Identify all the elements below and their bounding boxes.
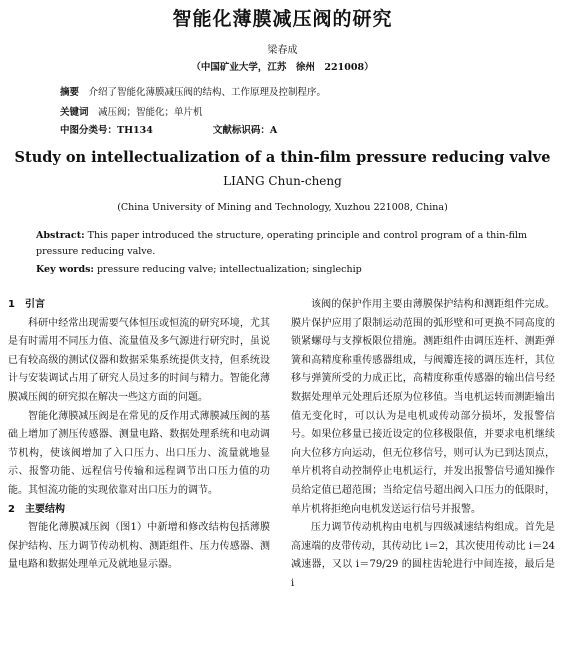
class-value: TH134 (117, 125, 153, 136)
english-author: LIANG Chun-cheng (223, 174, 342, 188)
section-1-paragraph-2: 智能化薄膜减压阀是在常见的反作用式薄膜减压阀的基础上增加了测压传感器、测量电路、数据处理系统和电动调节机构，使该阀增加了入口压力、出口压力、流量就地显示、报警功能、远程信号传输和远程调节出口压力值的功能。其恒流功能的实现依靠对出口压力的调节。 (8, 410, 270, 496)
abstract-cn-label: 摘要 (60, 87, 80, 98)
doc-value: A (269, 125, 278, 136)
keywords-cn-text: 减压阀；智能化；单片机 (98, 107, 203, 118)
left-column (8, 296, 270, 575)
keywords-cn-label: 关键词 (60, 107, 89, 118)
english-affiliation: (China University of Mining and Technology, Xuzhou 221008, China) (117, 202, 448, 213)
right-column (291, 296, 555, 594)
class-label: 中图分类号： (60, 125, 118, 136)
chinese-keywords (60, 106, 203, 120)
abstract-en-text: This paper introduced the structure, operating principle and control program of a thin-film pressure reducing valve. (36, 230, 527, 257)
abstract-en-label: Abstract: (36, 230, 85, 241)
english-title: Study on intellectualization of a thin-film pressure reducing valve (14, 149, 551, 166)
chinese-author: 梁春成 (267, 45, 298, 56)
classification-line (60, 124, 530, 138)
english-keywords (36, 264, 536, 275)
section-1-heading: 1 引言 (8, 299, 45, 310)
english-abstract (36, 228, 536, 260)
right-paragraph-1: 该阀的保护作用主要由薄膜保护结构和测距组件完成。膜片保护应用了限制运动范围的弧形壁和可更换不同高度的锁紧螺母与支撑板限位措施。测距组件由调压连杆、测距弹簧和高精度称重传感器组成，与阀瓣连接的调压连杆，其位移与弹簧所受的力成正比，高精度称重传感器的输出信号经数据处理单元处理后还原为位移值。当电机运转而测距输出值无变化时，可以认为是电机或传动部分损坏，发报警信号。如果位移量已接近设定的位移极限值，并要求电机继续向大位移方向运动，但无位移信号，则可认为已到达顶点，单片机将自动控制停止电机运行，并发出报警信号通知操作员给定值已超范围；当给定信号超出阀入口压力的低限时，单片机将拒绝向电机发送运行信号并报警。 (291, 299, 555, 515)
keywords-en-text: pressure reducing valve; intellectualization; singlechip (96, 264, 362, 275)
right-paragraph-2: 压力调节传动机构由电机与四级减速结构组成。首先是高速端的皮带传动，其传动比 i＝2，其次使用传动比 i＝24 减速器，又以 i＝79/29 的圆柱齿轮进行中间连接，最后是 i (291, 522, 555, 589)
chinese-abstract (60, 86, 530, 100)
abstract-cn-text: 介绍了智能化薄膜减压阀的结构、工作原理及控制程序。 (88, 87, 327, 98)
section-2-heading: 2 主要结构 (8, 503, 65, 515)
chinese-affiliation: （中国矿业大学，江苏 徐州 221008） (191, 62, 374, 73)
doc-label: 文献标识码： (212, 125, 270, 136)
chinese-title: 智能化薄膜减压阀的研究 (172, 8, 393, 30)
section-2-paragraph-1: 智能化薄膜减压阀（图1）中新增和修改结构包括薄膜保护结构、压力调节传动机构、测距组件、压力传感器、测量电路和数据处理单元及就地显示器。 (8, 522, 270, 571)
section-1-paragraph-1: 科研中经常出现需要气体恒压或恒流的研究环境，尤其是有时需用不同压力值、流量值及多气源进行研究时，虽说已有较高级的测试仪器和数据采集系统提供支持，但系统设计与安装调试占用了研究人员过多的时间与精力。智能化薄膜减压阀的研究拟在解决一些这方面的问题。 (8, 317, 270, 403)
keywords-en-label: Key words: (36, 264, 94, 275)
